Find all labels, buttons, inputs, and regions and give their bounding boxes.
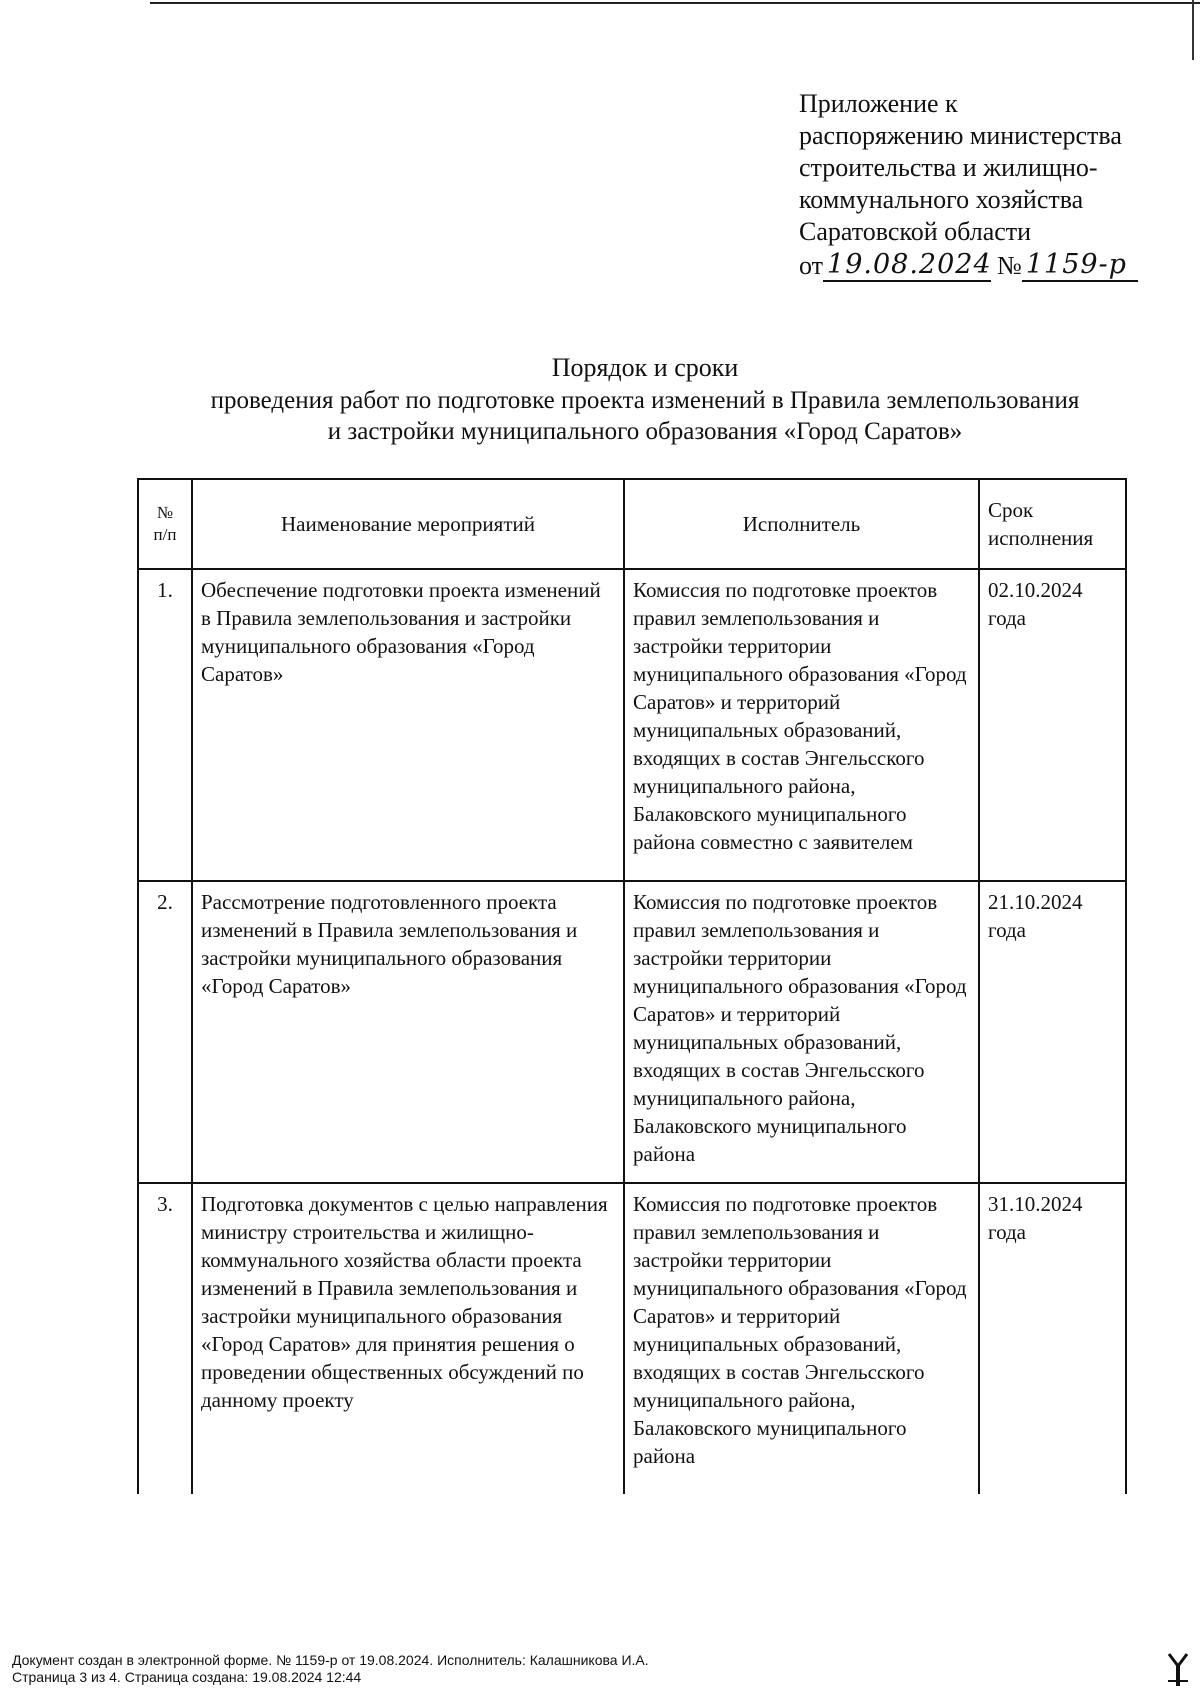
header-number xyxy=(138,479,192,569)
row-executor: Комиссия по подготовке проектов правил землепользования и застройки территории муниципального образования «Город Саратов» и территорий муниципальных образований, входящих в состав Энгельсского муниципального района, Балаковского муниципального района совместно с заявителем xyxy=(624,569,979,881)
scan-right-edge xyxy=(1192,0,1194,60)
header-number-line-1: № xyxy=(156,503,174,522)
date-prefix: от xyxy=(799,251,824,280)
title-line-3: и застройки муниципального образования «Город Саратов» xyxy=(327,418,963,445)
document-title xyxy=(140,352,1150,447)
electronic-document-footer xyxy=(12,1652,649,1686)
header-name: Наименование мероприятий xyxy=(192,479,624,569)
row-name: Подготовка документов с целью направления министру строительства и жилищно-коммунального хозяйства области проекта изменений в Правила землепользования и застройки муниципального образования «Город Саратов» для принятия решения о проведении общественных обсуждений по данному проекту xyxy=(192,1183,624,1494)
appendix-line-5: Саратовской области xyxy=(799,217,1032,246)
row-deadline: 02.10.2024 года xyxy=(979,569,1126,881)
footer-line-2: Страница 3 из 4. Страница создана: 19.08.2024 12:44 xyxy=(12,1669,362,1685)
row-name: Рассмотрение подготовленного проекта изменений в Правила землепользования и застройки муниципального образования «Город Саратов» xyxy=(192,881,624,1183)
header-deadline xyxy=(979,479,1126,569)
row-number: 1. xyxy=(138,569,192,881)
table-row xyxy=(138,569,1126,881)
header-number-line-2: п/п xyxy=(153,525,177,544)
header-executor: Исполнитель xyxy=(624,479,979,569)
footer-line-1: Документ создан в электронной форме. № 1159-р от 19.08.2024. Исполнитель: Калашникова И.А. xyxy=(12,1652,649,1668)
title-line-1: Порядок и сроки xyxy=(551,353,739,382)
row-name: Обеспечение подготовки проекта изменений в Правила землепользования и застройки муниципального образования «Город Саратов» xyxy=(192,569,624,881)
table-row xyxy=(138,881,1126,1183)
appendix-line-2: распоряжению министерства xyxy=(799,121,1122,150)
header-deadline-line-2: исполнения xyxy=(988,526,1094,550)
appendix-block xyxy=(799,88,1179,282)
row-number: 2. xyxy=(138,881,192,1183)
appendix-line-3: строительства и жилищно- xyxy=(799,153,1098,182)
row-executor: Комиссия по подготовке проектов правил землепользования и застройки территории муниципального образования «Город Саратов» и территорий муниципальных образований, входящих в состав Энгельсского муниципального района, Балаковского муниципального района xyxy=(624,1183,979,1494)
row-number: 3. xyxy=(138,1183,192,1494)
row-deadline: 21.10.2024 года xyxy=(979,881,1126,1183)
title-line-2: проведения работ по подготовке проекта изменений в Правила землепользования xyxy=(210,387,1080,414)
header-deadline-line-1: Срок xyxy=(988,498,1034,522)
number-prefix: № xyxy=(997,251,1022,280)
handwritten-date: 19.08.2024 xyxy=(823,250,991,282)
electronic-signature-icon xyxy=(1165,1650,1191,1690)
appendix-date-row xyxy=(799,250,1179,282)
table-row xyxy=(138,1183,1126,1494)
row-deadline: 31.10.2024 года xyxy=(979,1183,1126,1494)
scan-top-edge xyxy=(150,2,1200,4)
table-header-row xyxy=(138,479,1126,569)
handwritten-number: 1159-р xyxy=(1022,250,1138,282)
schedule-table xyxy=(137,478,1127,1494)
appendix-line-1: Приложение к xyxy=(799,89,958,118)
appendix-line-4: коммунального хозяйства xyxy=(799,185,1084,214)
row-executor: Комиссия по подготовке проектов правил землепользования и застройки территории муниципального образования «Город Саратов» и территорий муниципальных образований, входящих в состав Энгельсского муниципального района, Балаковского муниципального района xyxy=(624,881,979,1183)
